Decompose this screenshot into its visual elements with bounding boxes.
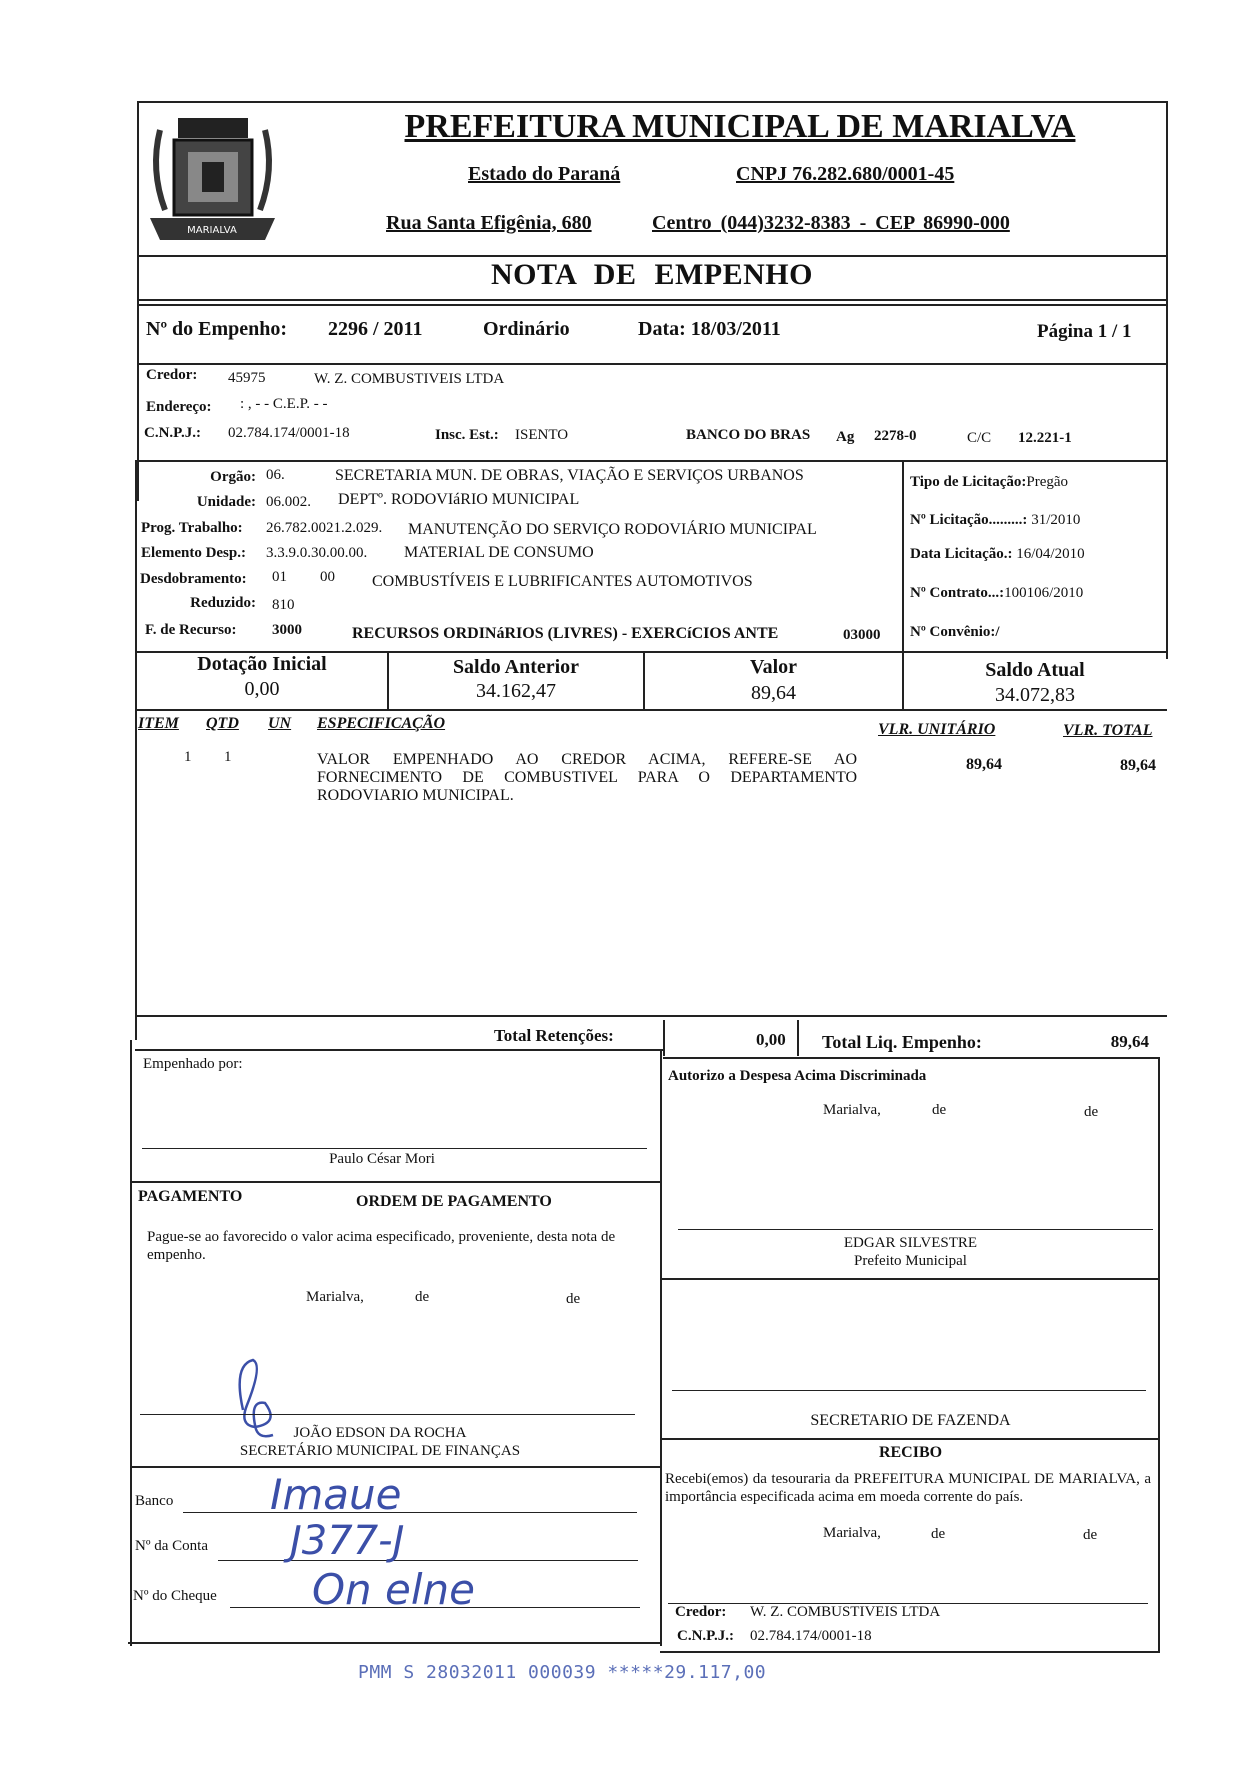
total-retencoes-label: Total Retenções: [494,1026,614,1045]
item-vlr-total: 89,64 [1120,757,1156,774]
doc-title: NOTA DE EMPENHO [491,258,813,291]
cheque-label: Nº do Cheque [133,1588,217,1604]
reduzido-value: 810 [272,597,295,613]
valor-label: Valor [749,656,798,678]
desdobramento-name: COMBUSTÍVEIS E LUBRIFICANTES AUTOMOTIVOS [372,573,753,590]
prefeito-name: EDGAR SILVESTRE [843,1235,978,1251]
ordem-pagamento-label: ORDEM DE PAGAMENTO [356,1193,552,1210]
desdobramento-label: Desdobramento: [140,571,247,587]
cnpj-header: CNPJ 76.282.680/0001-45 [736,163,955,185]
secretario-fazenda: SECRETARIO DE FAZENDA [810,1412,1011,1429]
orgao-label: Orgão: [210,469,256,485]
financas-signer-role: SECRETÁRIO MUNICIPAL DE FINANÇAS [239,1443,521,1459]
col-vlr-unitario: VLR. UNITÁRIO [878,721,996,738]
col-un: UN [268,715,292,732]
num-contrato-value: 100106/2010 [1004,585,1084,601]
recurso-code: 3000 [272,622,302,638]
page-title: PREFEITURA MUNICIPAL DE MARIALVA [404,108,1076,145]
saldo-anterior-value: 34.162,47 [476,680,556,702]
state-name: Estado do Paraná [468,163,621,185]
address: Rua Santa Efigênia, 680 [386,212,592,234]
recibo-text: Recebi(emos) da tesouraria da PREFEITURA MUNICIPAL DE MARIALVA, a importância especificada acima em moeda corrente do país. [665,1471,1151,1505]
num-contrato [910,585,1083,602]
desdobramento-code-1: 01 [272,569,287,585]
pagamento-de-1: de [415,1289,430,1305]
page-number: Página 1 / 1 [1037,321,1132,342]
num-licitacao-value: 31/2010 [1031,512,1081,528]
pagamento-text: Pague-se ao favorecido o valor acima especificado, proveniente, desta nota de empenho. [147,1229,616,1263]
data-licitacao-label: Data Licitação.: [910,546,1013,562]
col-qtd: QTD [206,715,239,732]
num-licitacao-label: Nº Licitação.........: [910,512,1028,528]
empenho-number: 2296 / 2011 [328,318,423,340]
bank-stamp: PMM S 28032011 000039 *****29.117,00 [358,1662,767,1683]
banco-label: Banco [135,1493,174,1509]
num-convenio: Nº Convênio:/ [910,624,1000,640]
pagamento-label: PAGAMENTO [138,1188,243,1205]
conta-label: Nº da Conta [135,1538,208,1554]
credor-label: Credor: [146,367,198,383]
insc-value: ISENTO [515,427,569,443]
insc-label: Insc. Est.: [435,427,499,443]
banco-handwritten: Imaue [270,1470,402,1519]
endereco-label: Endereço: [146,399,212,415]
recibo-cnpj-value: 02.784.174/0001-18 [750,1628,872,1644]
elemento-name: MATERIAL DE CONSUMO [404,544,594,561]
conta-handwritten: J377-J [290,1518,405,1564]
orgao-code: 06. [266,467,285,483]
data-licitacao-value: 16/04/2010 [1016,546,1085,562]
dotacao-value: 0,00 [244,678,280,700]
saldo-atual-value: 34.072,83 [995,684,1075,706]
item-qtd: 1 [224,749,232,765]
empenhado-label: Empenhado por: [143,1056,243,1072]
cnpj-value: 02.784.174/0001-18 [228,425,350,441]
col-especificacao: ESPECIFICAÇÃO [317,715,446,732]
prog-code: 26.782.0021.2.029. [266,520,383,536]
credor-code: 45975 [228,370,266,386]
recibo-credor-value: W. Z. COMBUSTIVEIS LTDA [750,1604,941,1620]
agency-label: Ag [836,429,855,445]
contact-info: Centro (044)3232-8383 - CEP 86990-000 [652,212,1010,234]
financas-signer-name: JOÃO EDSON DA ROCHA [293,1425,467,1441]
data-licitacao [910,546,1085,563]
item-vlr-unit: 89,64 [966,756,1002,773]
recibo-city: Marialva, [823,1525,881,1541]
empenho-date: Data: 18/03/2011 [638,318,781,340]
orgao-name: SECRETARIA MUN. DE OBRAS, VIAÇÃO E SERVIÇOS URBANOS [335,467,804,484]
tipo-licitacao-value: Pregão [1026,474,1069,490]
tipo-licitacao-label [910,474,1068,491]
coat-of-arms-icon [140,100,285,250]
recibo-credor-label: Credor: [675,1604,727,1620]
recibo-de-1: de [931,1526,946,1542]
item-number: 1 [184,749,192,765]
empenho-label: Nº do Empenho: [146,318,288,340]
col-item: ITEM [138,715,179,732]
recibo-de-2: de [1083,1527,1098,1543]
reduzido-label: Reduzido: [190,595,256,611]
total-retencoes-value: 0,00 [756,1030,786,1049]
empenho-type: Ordinário [483,318,570,340]
autorizo-label: Autorizo a Despesa Acima Discriminada [668,1068,927,1084]
total-liq-value: 89,64 [1110,1032,1149,1051]
num-licitacao [910,512,1080,529]
tipo-licitacao-label-text: Tipo de Licitação: [910,474,1027,490]
saldo-anterior-label: Saldo Anterior [452,656,580,678]
unidade-label: Unidade: [196,494,256,510]
unidade-code: 06.002. [266,494,311,510]
autorizo-de-1: de [932,1102,947,1118]
recurso-code-2: 03000 [843,627,881,643]
endereco-value: : , - - C.E.P. - - [240,396,328,412]
account-value: 12.221-1 [1018,430,1072,446]
unidade-name: DEPTº. RODOVIáRIO MUNICIPAL [338,491,580,508]
item-spec: VALOR EMPENHADO AO CREDOR ACIMA, REFERE-SE AO FORNECIMENTO DE COMBUSTIVEL PARA O DEPARTAMENTO RODOVIARIO MUNICIPAL. [317,751,857,804]
desdobramento-code-2: 00 [320,569,335,585]
recurso-label: F. de Recurso: [145,622,237,638]
empenhado-name: Paulo César Mori [329,1151,435,1167]
recurso-name: RECURSOS ORDINáRIOS (LIVRES) - EXERCíCIOS ANTE [352,625,779,642]
autorizo-city: Marialva, [823,1102,881,1118]
prog-name: MANUTENÇÃO DO SERVIÇO RODOVIÁRIO MUNICIPAL [408,521,817,538]
dotacao-label: Dotação Inicial [197,653,327,675]
col-vlr-total: VLR. TOTAL [1063,722,1153,739]
bank-name: BANCO DO BRAS [686,427,811,443]
account-label: C/C [967,430,992,446]
saldo-atual-label: Saldo Atual [985,659,1085,681]
num-contrato-label: Nº Contrato...: [910,585,1005,601]
cheque-handwritten: On elne [312,1565,475,1614]
recibo-title: RECIBO [878,1444,943,1461]
valor-value: 89,64 [751,682,796,704]
prefeito-role: Prefeito Municipal [854,1253,967,1269]
agency-value: 2278-0 [874,428,917,444]
elemento-label: Elemento Desp.: [141,545,246,561]
elemento-code: 3.3.9.0.30.00.00. [266,545,368,561]
pagamento-de-2: de [566,1291,581,1307]
svg-text:MARIALVA: MARIALVA [187,225,237,236]
total-liq-label: Total Liq. Empenho: [822,1032,982,1052]
credor-name: W. Z. COMBUSTIVEIS LTDA [314,371,505,387]
cnpj-label: C.N.P.J.: [144,425,201,441]
autorizo-de-2: de [1084,1104,1099,1120]
pagamento-city: Marialva, [306,1289,364,1305]
prog-label: Prog. Trabalho: [141,520,243,536]
recibo-cnpj-label: C.N.P.J.: [677,1628,734,1644]
